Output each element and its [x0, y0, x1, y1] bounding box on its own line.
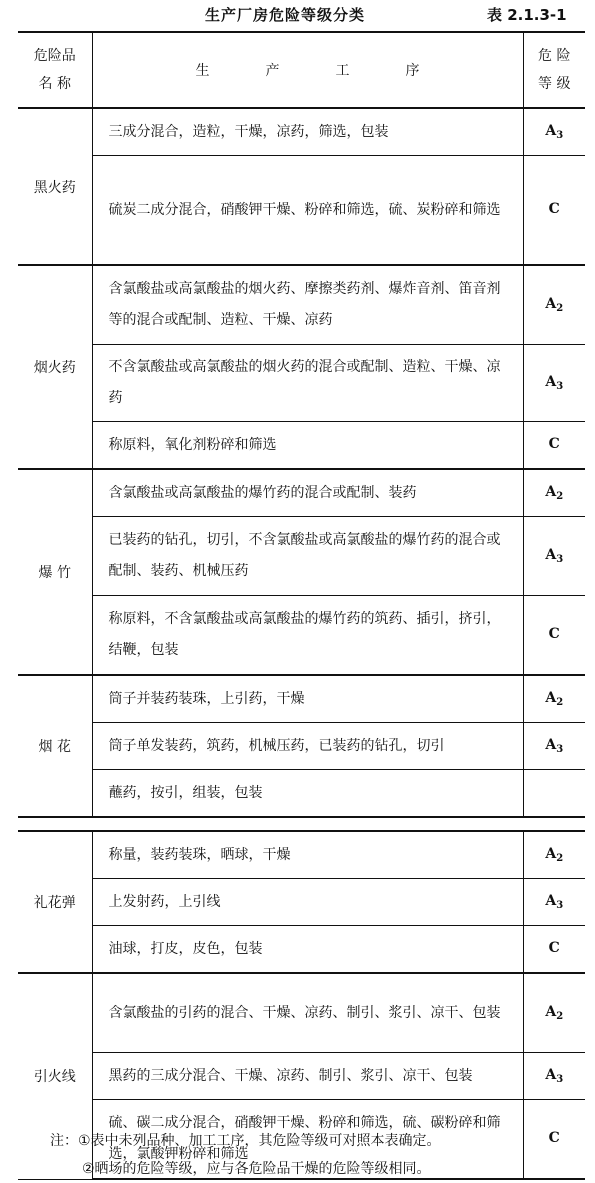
grade-cell — [523, 108, 585, 156]
table-row — [18, 469, 585, 517]
grade-cell — [523, 1100, 585, 1180]
grade-cell — [523, 879, 585, 926]
process-cell: 上发射药，上引线 — [92, 879, 523, 926]
grade-cell — [523, 770, 585, 818]
process-cell: 三成分混合，造粒，干燥，凉药，筛选，包装 — [92, 108, 523, 156]
header-category-line1: 危险品 — [33, 48, 76, 64]
grade-letter: A — [545, 547, 557, 563]
header-grade — [523, 32, 585, 108]
header-grade-line2: 等 级 — [538, 76, 571, 92]
grade-subscript: 2 — [556, 697, 564, 708]
grade-cell — [523, 926, 585, 974]
grade-subscript: 2 — [556, 853, 564, 864]
grade-cell — [523, 265, 585, 345]
table-row — [18, 973, 585, 1053]
table-row — [18, 770, 585, 818]
note-2: ②晒场的危险等级，应与各危险品干燥的危险等级相同。 — [82, 1161, 431, 1177]
grade-letter: A — [545, 484, 557, 500]
grade-letter: C — [548, 1130, 560, 1146]
grade-letter: A — [545, 737, 557, 753]
table-row — [18, 156, 585, 266]
table-row — [18, 345, 585, 422]
table-row — [18, 879, 585, 926]
header-process — [92, 32, 523, 108]
table-row — [18, 596, 585, 676]
process-cell: 含氯酸盐或高氯酸盐的烟火药、摩擦类药剂、爆炸音剂、笛音剂等的混合或配制、造粒、干燥、凉药 — [92, 265, 523, 345]
notes — [50, 1127, 441, 1183]
grade-subscript: 3 — [556, 1074, 564, 1085]
process-cell: 油球，打皮，皮色，包装 — [92, 926, 523, 974]
grade-cell — [523, 723, 585, 770]
header-process-char: 序 — [405, 63, 420, 79]
grade-letter: A — [545, 1067, 557, 1083]
table-row — [18, 831, 585, 879]
grade-subscript: 3 — [556, 554, 564, 565]
process-cell: 筒子单发装药，筑药，机械压药，已装药的钻孔，切引 — [92, 723, 523, 770]
grade-cell — [523, 973, 585, 1053]
table-number: 表 2.1.3-1 — [487, 6, 567, 24]
table-row — [18, 265, 585, 345]
process-cell: 称原料，不含氯酸盐或高氯酸盐的爆竹药的筑药、插引，挤引，结鞭，包装 — [92, 596, 523, 676]
table-row — [18, 723, 585, 770]
category-cell: 烟 花 — [18, 675, 92, 817]
header-row — [18, 32, 585, 108]
grade-cell — [523, 469, 585, 517]
category-cell: 烟火药 — [18, 265, 92, 469]
table-title: 生产厂房危险等级分类 — [205, 6, 366, 24]
grade-subscript: 2 — [556, 491, 564, 502]
grade-cell — [523, 517, 585, 596]
header-process-char: 产 — [265, 63, 280, 79]
header-process-char: 生 — [195, 63, 210, 79]
grade-letter: A — [545, 123, 557, 139]
grade-subscript: 3 — [556, 381, 564, 392]
table-row — [18, 422, 585, 470]
grade-letter: A — [545, 846, 557, 862]
table-row — [18, 108, 585, 156]
grade-cell — [523, 831, 585, 879]
process-cell: 含氯酸盐或高氯酸盐的爆竹药的混合或配制、装药 — [92, 469, 523, 517]
category-cell: 爆 竹 — [18, 469, 92, 675]
grade-letter: A — [545, 893, 557, 909]
grade-letter: C — [548, 626, 560, 642]
title-row — [0, 0, 595, 30]
category-cell: 黑火药 — [18, 108, 92, 265]
process-cell: 筒子并装药装珠，上引药，干燥 — [92, 675, 523, 723]
grade-letter: A — [545, 1004, 557, 1020]
category-cell: 引火线 — [18, 973, 92, 1179]
process-cell: 蘸药，按引，组装，包装 — [92, 770, 523, 818]
grade-cell — [523, 422, 585, 470]
grade-subscript: 3 — [556, 130, 564, 141]
header-process-char: 工 — [335, 63, 350, 79]
grade-cell — [523, 596, 585, 676]
grade-subscript: 3 — [556, 744, 564, 755]
grade-letter: C — [548, 201, 560, 217]
process-cell: 黑药的三成分混合、干燥、凉药、制引、浆引、凉干、包装 — [92, 1053, 523, 1100]
process-cell: 称量，装药装珠，晒球，干燥 — [92, 831, 523, 879]
grade-letter: A — [545, 374, 557, 390]
table-row — [18, 675, 585, 723]
grade-letter: A — [545, 296, 557, 312]
category-cell: 礼花弹 — [18, 831, 92, 973]
grade-cell — [523, 156, 585, 266]
process-cell: 含氯酸盐的引药的混合、干燥、凉药、制引、浆引、凉干、包装 — [92, 973, 523, 1053]
process-cell: 称原料，氧化剂粉碎和筛选 — [92, 422, 523, 470]
grade-cell — [523, 675, 585, 723]
section-gap — [18, 817, 585, 831]
grade-letter: A — [545, 690, 557, 706]
grade-cell — [523, 345, 585, 422]
grade-letter: C — [548, 940, 560, 956]
table-row — [18, 926, 585, 974]
grade-subscript: 3 — [556, 900, 564, 911]
table-row — [18, 517, 585, 596]
process-cell: 已装药的钻孔，切引，不含氯酸盐或高氯酸盐的爆竹药的混合或配制、装药、机械压药 — [92, 517, 523, 596]
table-row — [18, 1053, 585, 1100]
hazard-classification-table — [18, 31, 585, 1180]
section-gap-cell — [18, 817, 585, 831]
header-grade-line1: 危 险 — [538, 48, 571, 64]
header-category-line2: 名 称 — [38, 76, 71, 92]
grade-subscript: 2 — [556, 303, 564, 314]
process-cell: 硫炭二成分混合，硝酸钾干燥、粉碎和筛选，硫、炭粉碎和筛选 — [92, 156, 523, 266]
grade-letter: C — [548, 436, 560, 452]
note-1: 注：①表中未列品种、加工工序，其危险等级可对照本表确定。 — [50, 1133, 441, 1149]
process-cell: 硫、碳二成分混合，硝酸钾干燥、粉碎和筛选，硫、碳粉碎和筛选，氯酸钾粉碎和筛选 — [92, 1100, 523, 1180]
header-category — [18, 32, 92, 108]
process-cell: 不含氯酸盐或高氯酸盐的烟火药的混合或配制、造粒、干燥、凉药 — [92, 345, 523, 422]
grade-subscript: 2 — [556, 1011, 564, 1022]
grade-cell — [523, 1053, 585, 1100]
